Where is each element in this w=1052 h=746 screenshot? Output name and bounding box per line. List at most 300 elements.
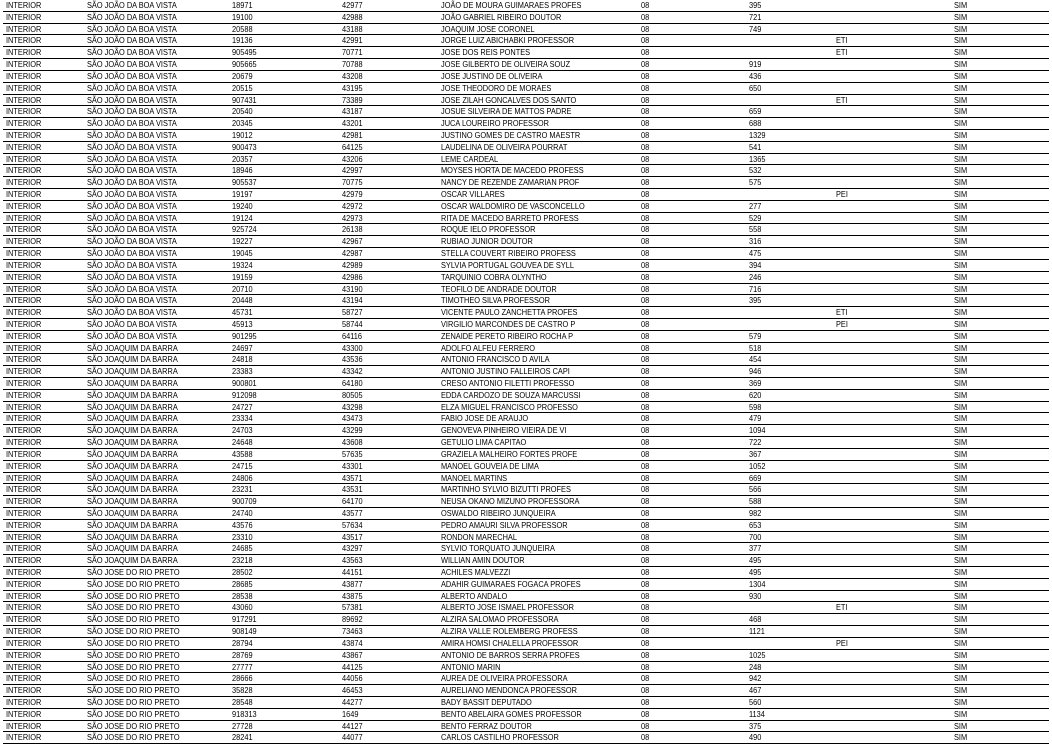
cell-school-code: 917291 xyxy=(232,614,257,625)
cell-count: 1134 xyxy=(749,708,765,719)
cell-school-name: AMIRA HOMSI CHALELLA PROFESSOR xyxy=(441,637,579,648)
cell-city: SÃO JOAQUIM DA BARRA xyxy=(87,472,178,483)
table-row xyxy=(3,83,1049,95)
cell-count: 394 xyxy=(749,259,762,270)
cell-school-name: JOSE THEODORO DE MORAES xyxy=(441,82,552,93)
cell-count: 541 xyxy=(749,141,762,152)
cell-unit-code: 57634 xyxy=(342,519,363,530)
cell-region: INTERIOR xyxy=(6,248,42,259)
cell-region: INTERIOR xyxy=(6,448,42,459)
cell-unit-code: 43536 xyxy=(342,354,363,365)
cell-school-code: 28666 xyxy=(232,673,253,684)
cell-grade: 08 xyxy=(641,354,650,365)
table-row xyxy=(3,685,1049,697)
cell-school-name: MANOEL GOUVEIA DE LIMA xyxy=(441,460,539,471)
cell-region: INTERIOR xyxy=(6,236,42,247)
cell-unit-code: 42967 xyxy=(342,236,363,247)
table-row xyxy=(3,24,1049,36)
cell-school-name: WILLIAN AMIN DOUTOR xyxy=(441,555,525,566)
cell-school-code: 19240 xyxy=(232,200,253,211)
cell-unit-code: 58727 xyxy=(342,307,363,318)
cell-count: 475 xyxy=(749,248,762,259)
cell-program: PEI xyxy=(836,318,848,329)
cell-grade: 08 xyxy=(641,11,650,22)
cell-city: SÃO JOSE DO RIO PRETO xyxy=(87,637,180,648)
cell-count: 560 xyxy=(749,696,762,707)
cell-school-name: ALZIRA VALLE ROLEMBERG PROFESS xyxy=(441,626,578,637)
cell-region: INTERIOR xyxy=(6,661,42,672)
cell-status: SIM xyxy=(954,685,968,696)
cell-count: 454 xyxy=(749,354,762,365)
cell-school-code: 45913 xyxy=(232,318,253,329)
cell-grade: 08 xyxy=(641,413,650,424)
cell-grade: 08 xyxy=(641,602,650,613)
table-row xyxy=(3,154,1049,166)
cell-unit-code: 43867 xyxy=(342,649,363,660)
cell-city: SÃO JOSE DO RIO PRETO xyxy=(87,567,180,577)
cell-city: SÃO JOÃO DA BOA VISTA xyxy=(87,59,177,70)
cell-school-code: 43588 xyxy=(232,448,253,459)
cell-grade: 08 xyxy=(641,366,650,377)
cell-count: 653 xyxy=(749,519,762,530)
cell-status: SIM xyxy=(954,484,968,495)
cell-status: SIM xyxy=(954,578,968,589)
cell-city: SÃO JOAQUIM DA BARRA xyxy=(87,460,178,471)
cell-unit-code: 64116 xyxy=(342,330,363,341)
cell-school-name: LEME CARDEAL xyxy=(441,153,499,164)
cell-status: SIM xyxy=(954,200,968,211)
cell-unit-code: 43571 xyxy=(342,472,363,483)
cell-grade: 08 xyxy=(641,590,650,601)
cell-region: INTERIOR xyxy=(6,378,42,388)
cell-region: INTERIOR xyxy=(6,330,42,341)
cell-status: SIM xyxy=(954,82,968,93)
cell-region: INTERIOR xyxy=(6,519,42,530)
cell-school-name: GETULIO LIMA CAPITAO xyxy=(441,437,527,448)
table-row xyxy=(3,319,1049,331)
cell-city: SÃO JOÃO DA BOA VISTA xyxy=(87,318,177,329)
cell-school-name: LAUDELINA DE OLIVEIRA POURRAT xyxy=(441,141,568,152)
cell-count: 721 xyxy=(749,11,762,22)
table-row xyxy=(3,284,1049,296)
cell-grade: 08 xyxy=(641,531,650,542)
cell-status: SIM xyxy=(954,165,968,176)
cell-unit-code: 42991 xyxy=(342,35,363,46)
cell-school-name: ELZA MIGUEL FRANCISCO PROFESSO xyxy=(441,401,578,412)
cell-grade: 08 xyxy=(641,70,650,81)
table-row xyxy=(3,732,1049,744)
cell-status: SIM xyxy=(954,614,968,625)
cell-status: SIM xyxy=(954,129,968,140)
cell-school-name: JOSE DOS REIS PONTES xyxy=(441,47,531,58)
cell-status: SIM xyxy=(954,354,968,365)
cell-region: INTERIOR xyxy=(6,496,42,507)
cell-unit-code: 44277 xyxy=(342,696,363,707)
table-row xyxy=(3,662,1049,674)
cell-school-code: 28241 xyxy=(232,732,253,743)
cell-city: SÃO JOSE DO RIO PRETO xyxy=(87,578,180,589)
cell-school-code: 28548 xyxy=(232,696,253,707)
cell-status: SIM xyxy=(954,177,968,188)
cell-unit-code: 43342 xyxy=(342,366,363,377)
cell-city: SÃO JOÃO DA BOA VISTA xyxy=(87,283,177,294)
cell-count: 749 xyxy=(749,23,762,34)
cell-school-name: AUREA DE OLIVEIRA PROFESSORA xyxy=(441,673,568,684)
cell-school-name: OSWALDO RIBEIRO JUNQUEIRA xyxy=(441,507,556,518)
cell-count: 722 xyxy=(749,437,762,448)
cell-unit-code: 43874 xyxy=(342,637,363,648)
cell-grade: 08 xyxy=(641,94,650,105)
cell-school-code: 905495 xyxy=(232,47,257,58)
cell-city: SÃO JOÃO DA BOA VISTA xyxy=(87,153,177,164)
cell-status: SIM xyxy=(954,47,968,58)
cell-status: SIM xyxy=(954,555,968,566)
cell-school-name: JUCA LOUREIRO PROFESSOR xyxy=(441,118,550,129)
cell-school-name: MOYSES HORTA DE MACEDO PROFESS xyxy=(441,165,584,176)
cell-count: 246 xyxy=(749,271,762,282)
cell-city: SÃO JOAQUIM DA BARRA xyxy=(87,342,178,353)
cell-grade: 08 xyxy=(641,685,650,696)
cell-school-name: RITA DE MACEDO BARRETO PROFESS xyxy=(441,212,579,223)
cell-region: INTERIOR xyxy=(6,673,42,684)
table-row xyxy=(3,248,1049,260)
cell-school-code: 19045 xyxy=(232,248,253,259)
cell-region: INTERIOR xyxy=(6,590,42,601)
table-row xyxy=(3,35,1049,47)
cell-grade: 08 xyxy=(641,484,650,495)
cell-grade: 08 xyxy=(641,472,650,483)
table-row xyxy=(3,496,1049,508)
cell-school-name: ROQUE IELO PROFESSOR xyxy=(441,224,536,235)
cell-school-code: 24703 xyxy=(232,425,253,436)
table-row xyxy=(3,473,1049,485)
cell-program: PEI xyxy=(836,637,848,648)
cell-grade: 08 xyxy=(641,118,650,129)
cell-status: SIM xyxy=(954,259,968,270)
cell-school-code: 18946 xyxy=(232,165,253,176)
cell-unit-code: 43563 xyxy=(342,555,363,566)
cell-school-name: TARQUINIO COBRA OLYNTHO xyxy=(441,271,547,282)
cell-city: SÃO JOAQUIM DA BARRA xyxy=(87,378,178,388)
cell-status: SIM xyxy=(954,590,968,601)
table-row xyxy=(3,71,1049,83)
cell-count: 942 xyxy=(749,673,762,684)
cell-unit-code: 44127 xyxy=(342,720,363,731)
cell-count: 532 xyxy=(749,165,762,176)
cell-school-code: 907431 xyxy=(232,94,257,105)
cell-count: 479 xyxy=(749,413,762,424)
table-row xyxy=(3,177,1049,189)
cell-school-name: ALBERTO JOSE ISMAEL PROFESSOR xyxy=(441,602,574,613)
cell-school-name: ANTONIO JUSTINO FALLEIROS CAPI xyxy=(441,366,570,377)
cell-school-name: ZENAIDE PERETO RIBEIRO ROCHA P xyxy=(441,330,574,341)
cell-unit-code: 42997 xyxy=(342,165,363,176)
cell-city: SÃO JOAQUIM DA BARRA xyxy=(87,507,178,518)
cell-status: SIM xyxy=(954,626,968,637)
cell-grade: 08 xyxy=(641,212,650,223)
cell-school-name: ANTONIO DE BARROS SERRA PROFES xyxy=(441,649,580,660)
cell-city: SÃO JOSE DO RIO PRETO xyxy=(87,673,180,684)
table-row xyxy=(3,602,1049,614)
cell-count: 375 xyxy=(749,720,762,731)
cell-region: INTERIOR xyxy=(6,413,42,424)
cell-count: 495 xyxy=(749,555,762,566)
cell-region: INTERIOR xyxy=(6,70,42,81)
cell-program: ETI xyxy=(836,602,848,613)
cell-region: INTERIOR xyxy=(6,342,42,353)
cell-grade: 08 xyxy=(641,460,650,471)
cell-school-code: 19324 xyxy=(232,259,253,270)
cell-school-name: JOSUE SILVEIRA DE MATTOS PADRE xyxy=(441,106,572,117)
cell-status: SIM xyxy=(954,507,968,518)
cell-grade: 08 xyxy=(641,437,650,448)
table-row xyxy=(3,673,1049,685)
cell-city: SÃO JOAQUIM DA BARRA xyxy=(87,354,178,365)
cell-region: INTERIOR xyxy=(6,484,42,495)
cell-status: SIM xyxy=(954,35,968,46)
cell-school-code: 20357 xyxy=(232,153,253,164)
cell-school-name: VIRGILIO MARCONDES DE CASTRO P xyxy=(441,318,576,329)
cell-unit-code: 43877 xyxy=(342,578,363,589)
cell-school-name: OSCAR WALDOMIRO DE VASCONCELLO xyxy=(441,200,585,211)
cell-grade: 08 xyxy=(641,106,650,117)
cell-region: INTERIOR xyxy=(6,35,42,46)
cell-school-name: ANTONIO FRANCISCO D AVILA xyxy=(441,354,550,365)
cell-school-code: 20710 xyxy=(232,283,253,294)
cell-city: SÃO JOAQUIM DA BARRA xyxy=(87,519,178,530)
table-row xyxy=(3,449,1049,461)
cell-status: SIM xyxy=(954,70,968,81)
cell-status: SIM xyxy=(954,425,968,436)
cell-unit-code: 43208 xyxy=(342,70,363,81)
table-row xyxy=(3,224,1049,236)
cell-count: 277 xyxy=(749,200,762,211)
table-row xyxy=(3,130,1049,142)
cell-status: SIM xyxy=(954,59,968,70)
cell-grade: 08 xyxy=(641,555,650,566)
cell-grade: 08 xyxy=(641,153,650,164)
cell-unit-code: 58744 xyxy=(342,318,363,329)
cell-school-code: 27728 xyxy=(232,720,253,731)
cell-region: INTERIOR xyxy=(6,732,42,743)
cell-region: INTERIOR xyxy=(6,165,42,176)
cell-city: SÃO JOÃO DA BOA VISTA xyxy=(87,295,177,306)
cell-grade: 08 xyxy=(641,389,650,400)
cell-unit-code: 44056 xyxy=(342,673,363,684)
cell-school-code: 28794 xyxy=(232,637,253,648)
cell-unit-code: 44151 xyxy=(342,567,363,577)
cell-city: SÃO JOÃO DA BOA VISTA xyxy=(87,118,177,129)
cell-count: 558 xyxy=(749,224,762,235)
cell-city: SÃO JOÃO DA BOA VISTA xyxy=(87,70,177,81)
cell-unit-code: 43190 xyxy=(342,283,363,294)
cell-grade: 08 xyxy=(641,295,650,306)
cell-school-name: OSCAR VILLARES xyxy=(441,189,505,199)
cell-count: 495 xyxy=(749,567,762,577)
cell-unit-code: 43300 xyxy=(342,342,363,353)
cell-region: INTERIOR xyxy=(6,649,42,660)
cell-school-name: MANOEL MARTINS xyxy=(441,472,508,483)
cell-grade: 08 xyxy=(641,401,650,412)
cell-unit-code: 43297 xyxy=(342,543,363,554)
cell-unit-code: 26138 xyxy=(342,224,363,235)
table-row xyxy=(3,95,1049,107)
cell-unit-code: 42979 xyxy=(342,189,363,199)
cell-region: INTERIOR xyxy=(6,696,42,707)
cell-region: INTERIOR xyxy=(6,106,42,117)
cell-status: SIM xyxy=(954,661,968,672)
cell-region: INTERIOR xyxy=(6,567,42,577)
cell-school-name: GRAZIELA MALHEIRO FORTES PROFE xyxy=(441,448,578,459)
cell-unit-code: 70771 xyxy=(342,47,363,58)
cell-count: 946 xyxy=(749,366,762,377)
cell-school-code: 900473 xyxy=(232,141,257,152)
cell-school-name: JOAQUIM JOSE CORONEL xyxy=(441,23,535,34)
cell-region: INTERIOR xyxy=(6,118,42,129)
cell-unit-code: 43187 xyxy=(342,106,363,117)
cell-school-code: 24727 xyxy=(232,401,253,412)
cell-grade: 08 xyxy=(641,224,650,235)
table-row xyxy=(3,59,1049,71)
cell-unit-code: 70775 xyxy=(342,177,363,188)
cell-status: SIM xyxy=(954,141,968,152)
cell-region: INTERIOR xyxy=(6,626,42,637)
cell-school-code: 24715 xyxy=(232,460,253,471)
cell-program: ETI xyxy=(836,47,848,58)
cell-school-code: 24685 xyxy=(232,543,253,554)
table-row xyxy=(3,106,1049,118)
cell-school-code: 23231 xyxy=(232,484,253,495)
cell-school-code: 23218 xyxy=(232,555,253,566)
cell-grade: 08 xyxy=(641,0,650,10)
cell-grade: 08 xyxy=(641,696,650,707)
cell-school-code: 20679 xyxy=(232,70,253,81)
cell-unit-code: 73389 xyxy=(342,94,363,105)
cell-city: SÃO JOAQUIM DA BARRA xyxy=(87,555,178,566)
cell-unit-code: 70788 xyxy=(342,59,363,70)
cell-school-code: 20588 xyxy=(232,23,253,34)
cell-status: SIM xyxy=(954,543,968,554)
cell-status: SIM xyxy=(954,696,968,707)
cell-school-code: 43060 xyxy=(232,602,253,613)
cell-status: SIM xyxy=(954,649,968,660)
cell-region: INTERIOR xyxy=(6,401,42,412)
cell-status: SIM xyxy=(954,307,968,318)
cell-grade: 08 xyxy=(641,507,650,518)
cell-count: 1052 xyxy=(749,460,766,471)
cell-city: SÃO JOSE DO RIO PRETO xyxy=(87,661,180,672)
table-row xyxy=(3,520,1049,532)
cell-status: SIM xyxy=(954,236,968,247)
cell-region: INTERIOR xyxy=(6,354,42,365)
cell-unit-code: 44077 xyxy=(342,732,363,743)
cell-region: INTERIOR xyxy=(6,177,42,188)
cell-count: 650 xyxy=(749,82,762,93)
cell-school-name: NANCY DE REZENDE ZAMARIAN PROF xyxy=(441,177,580,188)
cell-region: INTERIOR xyxy=(6,259,42,270)
cell-status: SIM xyxy=(954,472,968,483)
cell-grade: 08 xyxy=(641,378,650,388)
cell-count: 436 xyxy=(749,70,762,81)
table-row xyxy=(3,0,1049,12)
cell-grade: 08 xyxy=(641,330,650,341)
cell-city: SÃO JOÃO DA BOA VISTA xyxy=(87,94,177,105)
cell-unit-code: 43299 xyxy=(342,425,363,436)
cell-school-name: TIMOTHEO SILVA PROFESSOR xyxy=(441,295,550,306)
cell-school-code: 925724 xyxy=(232,224,257,235)
cell-school-code: 28538 xyxy=(232,590,253,601)
cell-region: INTERIOR xyxy=(6,507,42,518)
cell-school-name: ALBERTO ANDALO xyxy=(441,590,508,601)
cell-school-code: 35828 xyxy=(232,685,253,696)
table-row xyxy=(3,709,1049,721)
cell-city: SÃO JOÃO DA BOA VISTA xyxy=(87,82,177,93)
cell-grade: 08 xyxy=(641,35,650,46)
cell-school-name: MARTINHO SYLVIO BIZUTTI PROFES xyxy=(441,484,571,495)
table-row xyxy=(3,343,1049,355)
cell-school-code: 19100 xyxy=(232,11,253,22)
cell-count: 588 xyxy=(749,496,762,507)
cell-region: INTERIOR xyxy=(6,366,42,377)
cell-school-name: GENOVEVA PINHEIRO VIEIRA DE VI xyxy=(441,425,567,436)
table-row xyxy=(3,532,1049,544)
cell-region: INTERIOR xyxy=(6,614,42,625)
cell-unit-code: 42973 xyxy=(342,212,363,223)
cell-status: SIM xyxy=(954,330,968,341)
cell-count: 1304 xyxy=(749,578,766,589)
cell-school-code: 45731 xyxy=(232,307,253,318)
cell-city: SÃO JOAQUIM DA BARRA xyxy=(87,366,178,377)
cell-unit-code: 43517 xyxy=(342,531,363,542)
cell-school-name: STELLA COUVERT RIBEIRO PROFESS xyxy=(441,248,576,259)
cell-school-code: 24697 xyxy=(232,342,253,353)
cell-region: INTERIOR xyxy=(6,11,42,22)
cell-unit-code: 73463 xyxy=(342,626,363,637)
cell-school-code: 28769 xyxy=(232,649,253,660)
cell-city: SÃO JOAQUIM DA BARRA xyxy=(87,437,178,448)
cell-grade: 08 xyxy=(641,661,650,672)
data-table xyxy=(3,0,1049,744)
cell-count: 1025 xyxy=(749,649,766,660)
cell-city: SÃO JOÃO DA BOA VISTA xyxy=(87,177,177,188)
cell-count: 659 xyxy=(749,106,762,117)
cell-school-code: 18971 xyxy=(232,0,253,10)
cell-count: 700 xyxy=(749,531,762,542)
cell-city: SÃO JOAQUIM DA BARRA xyxy=(87,425,178,436)
cell-city: SÃO JOSE DO RIO PRETO xyxy=(87,590,180,601)
cell-region: INTERIOR xyxy=(6,189,42,199)
cell-region: INTERIOR xyxy=(6,318,42,329)
cell-region: INTERIOR xyxy=(6,200,42,211)
cell-school-code: 27777 xyxy=(232,661,253,672)
cell-school-name: BENTO ABELAIRA GOMES PROFESSOR xyxy=(441,708,582,719)
cell-status: SIM xyxy=(954,318,968,329)
cell-school-name: FABIO JOSE DE ARAUJO xyxy=(441,413,529,424)
cell-unit-code: 46453 xyxy=(342,685,363,696)
cell-grade: 08 xyxy=(641,614,650,625)
cell-region: INTERIOR xyxy=(6,129,42,140)
cell-school-code: 20515 xyxy=(232,82,253,93)
cell-school-code: 19197 xyxy=(232,189,253,199)
cell-city: SÃO JOÃO DA BOA VISTA xyxy=(87,106,177,117)
cell-count: 688 xyxy=(749,118,762,129)
cell-status: SIM xyxy=(954,460,968,471)
cell-school-code: 20540 xyxy=(232,106,253,117)
cell-school-code: 912098 xyxy=(232,389,257,400)
cell-city: SÃO JOAQUIM DA BARRA xyxy=(87,531,178,542)
cell-grade: 08 xyxy=(641,189,650,199)
cell-unit-code: 42988 xyxy=(342,11,363,22)
